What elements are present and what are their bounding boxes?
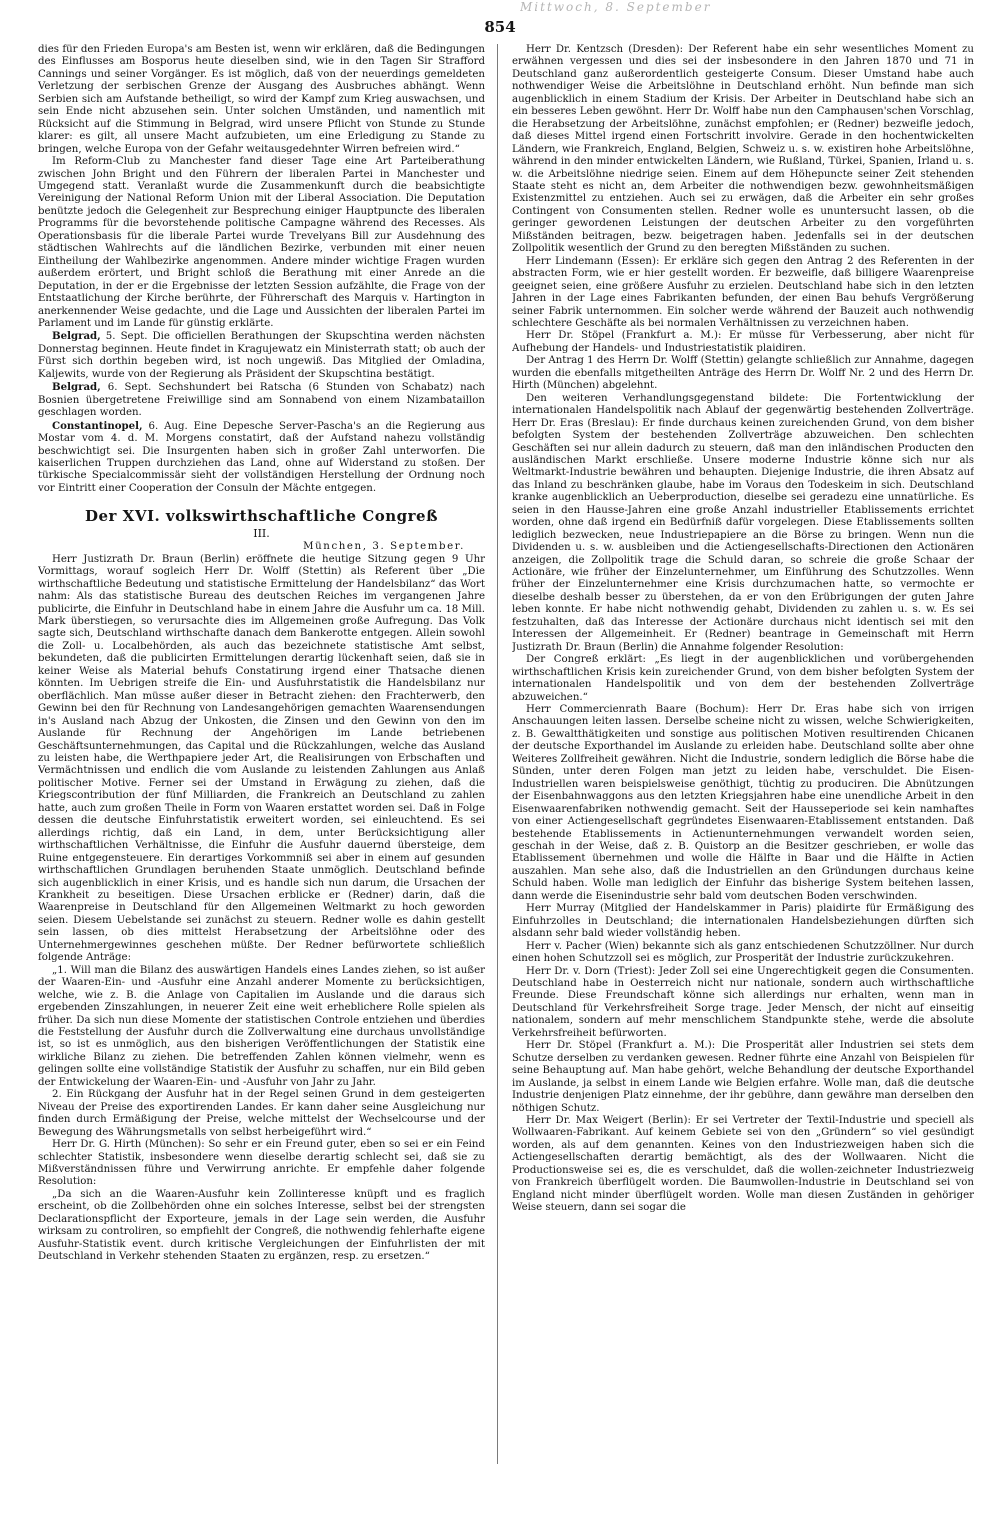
place-name: Constantinopel, <box>52 419 143 432</box>
news-text: 5. Sept. Die officiellen Berathungen der Skupschtina werden nächsten Donnerstag beginnen. Heute findet in Kragujewatz ein Ministerrath statt; ob auch der Fürst sich dorthin begeben wird, ist noch ungewiß. Das Mitglied der Omladina, Kaljewits, wurde von der Regierung als Präsident der Skupschtina bestätigt. <box>38 331 485 380</box>
place-name: Belgrad, <box>52 330 101 343</box>
place-name: Belgrad, <box>52 381 101 394</box>
speaker-paragraph: Herr Dr. Stöpel (Frankfurt a. M.): Er müsse für Verbesserung, aber nicht für Aufhebung der Handels- und Industriestatistik plaidiren. <box>512 330 974 354</box>
article-paragraph: Herr Dr. G. Hirth (München): So sehr er ein Freund guter, eben so sei er ein Feind schlechter Statistik, insbesondere wenn dieselbe derartig schlecht sei, daß sie zu Mißverständnissen führe und Verwirrung anrichte. Er empfehle daher folgende Resolution: <box>38 1139 485 1188</box>
speaker-paragraph: Herr Dr. Kentzsch (Dresden): Der Referent habe ein sehr wesentliches Moment zu erwähnen vergessen und dies sei der insbesondere in den Jahren 1870 und 71 in Deutschland ganz außerordentlich gesteigerte Consum. Dieser Umstand habe auch nothwendiger Weise die Arbeitslöhne in Deutschland erhöht. Nun befinde man sich augenblicklich in einem Stadium der Krisis. Der Arbeiter in Deutschland habe sich an ein besseres Leben gewöhnt. Herr Dr. Wolff habe nun den Camphausen'schen Vorschlag, die Herabsetzung der Arbeitslöhne, zunächst empfohlen; er (Redner) bezweifle jedoch, daß dieses Mittel irgend einen Fortschritt involvire. Gerade in den hochentwickelten Ländern, wie Frankreich, England, Belgien, Schweiz u. s. w. existiren hohe Arbeitslöhne, während in den minder entwickelten Ländern, wie Rußland, Türkei, Spanien, Irland u. s. w. die Arbeitslöhne niedrige seien. Einem auf dem Höhepuncte seiner Zeit stehenden Staate steht es nicht an, dem Arbeiter die nothwendigen bezw. gewohnheitsmäßigen Existenzmittel zu entziehen. Auch sei zu erwägen, daß die Arbeiter ein sehr großes Contingent von Consumenten stellen. Redner wolle es ununtersucht lassen, ob die geringer gewordenen Leistungen der deutschen Arbeiter zu den vorgeführten Mißständen beitragen, bezw. beigetragen haben. Jedenfalls sei in der deutschen Zollpolitik wesentlich der Grund zu den beregten Mißständen zu suchen. <box>512 44 974 255</box>
article-dateline: München, 3. September. <box>303 541 465 553</box>
news-text: 6. Aug. Eine Depesche Server-Pascha's an die Regierung aus Mostar vom 4. d. M. Morgens constatirt, daß der Aufstand nahezu vollständig beschwichtigt sei. Die Insurgenten haben sich in großer Zahl unterworfen. Die kaiserlichen Truppen durchziehen das Land, ohne auf Widerstand zu stoßen. Der türkische Specialcommissär sieht der vollständigen Herstellung der Ordnung noch vor Eintritt einer Cooperation der Consuln der Mächte entgegen. <box>38 420 485 494</box>
news-text: 6. Sept. Sechshundert bei Ratscha (6 Stunden von Schabatz) nach Bosnien übergetretene Freiwillige sind am Sonnabend von einem Nizambataillon geschlagen worden. <box>38 382 485 419</box>
page-number: 854 <box>484 18 516 36</box>
article-part-number: III. <box>253 527 270 541</box>
article-paragraph: Den weiteren Verhandlungsgegenstand bildete: Die Fortentwicklung der internationalen Handelspolitik nach Ablauf der gegenwärtig bestehenden Zollverträge. Herr Dr. Eras (Breslau): Er finde durchaus keinen zureichenden Grund, von dem bisher befolgten System der bestehenden Zollverträge abzuweichen. Den schlechten Geschäften sei nur allein dadurch zu steuern, daß man den inländischen Producten den ausländischen Markt erschließe. Unsere moderne Industrie könne sich nur als Weltmarkt-Industrie bewähren und behaupten. Diejenige Industrie, die ihren Absatz auf das Inland zu beschränken glaube, habe im Voraus den Todeskeim in sich. Deutschland kranke augenblicklich an Ueberproduction, dieselbe sei geradezu eine unnatürliche. Es seien in den Hausse-Jahren eine große Anzahl industrieller Etablissements errichtet worden, ohne daß irgend ein Bedürfniß dafür vorgelegen. Diese Etablissements sollten lediglich bezwecken, neue Industriepapiere an die Börse zu bringen. Wenn nun die Dividenden u. s. w. ausbleiben und die Actiengesellschafts-Directionen den Actionären anzeigen, die Zollpolitik trage die Schuld daran, so schreie die große Schaar der Actionäre, wie früher der Einzelunternehmer, um Einführung des Schutzzolles. Wenn früher der Einzelunternehmer eine Krisis durchzumachen hatte, so vermochte er dieselbe deshalb besser zu überstehen, da er von den Erübrigungen der guten Jahre leben konnte. Er habe nicht nothwendig gehabt, Dividenden zu zahlen u. s. w. Es sei festzuhalten, daß das Interesse der Actionäre durchaus nicht identisch sei mit den Interessen der Allgemeinheit. Er (Redner) beantrage in Gemeinschaft mit Herrn Justizrath Dr. Braun (Berlin) die Annahme folgender Resolution: <box>512 392 974 653</box>
article-headline: Der XVI. volkswirthschaftliche Congreß <box>85 507 438 526</box>
resolution-text: „Da sich an die Waaren-Ausfuhr kein Zollinteresse knüpft und es fraglich erscheint, ob die Zollbehörden ohne ein solches Interesse, selbst bei der strengsten Declarationspflicht der Exporteure, jemals in der Lage sein werden, die Ausfuhr wirksam zu controliren, so empfiehlt der Congreß, die nothwendig fehlerhafte eigene Ausfuhr-Statistik event. durch kritische Vergleichungen der Einfuhrlisten der mit Deutschland in Verkehr stehenden Staaten zu ergänzen, resp. zu ersetzen.“ <box>38 1188 485 1263</box>
speaker-paragraph: Herr Commercienrath Baare (Bochum): Herr Dr. Eras habe sich von irrigen Anschauungen leiten lassen. Derselbe scheine nicht zu wissen, welche Schwierigkeiten, z. B. Gewaltthätigkeiten und sonstige aus politischen Motiven resultirenden Chicanen der deutsche Exporthandel im Auslande zu erleiden habe. Deutschland sollte aber ohne Weiteres Zollfreiheit gewähren. Nicht die Industrie, sondern lediglich die Börse habe die Sünden, unter deren Folgen man jetzt zu leiden habe, verschuldet. Die Eisen-Industriellen waren beispielsweise genöthigt, tüchtig zu produciren. Die Abnützungen der Eisenbahnwaggons aus den letzten Kriegsjahren habe eine unendliche Arbeit in den Eisenwaarenfabriken nothwendig gemacht. Seit der Hausseperiode sei kein namhaftes von einer Actiengesellschaft gegründetes Eisenwaaren-Etablissement entstanden. Daß bestehende Etablissements in Actienunternehmungen verwandelt worden seien, geschah in der Weise, daß z. B. Quistorp an die Besitzer geschrieben, er wolle das Etablissement übernehmen und wolle die Hälfte in Baar und die Hälfte in Actien auszahlen. Man sehe also, daß die Industriellen an den Gründungen durchaus keine Schuld haben. Wolle man lediglich der Einfuhr das bisherige System beitehen lassen, dann werde die Eisenindustrie sehr bald vom deutschen Boden verschwinden. <box>512 704 974 902</box>
column-divider <box>497 44 498 1464</box>
speaker-paragraph: Herr Dr. v. Dorn (Triest): Jeder Zoll sei eine Ungerechtigkeit gegen die Consumenten. Deutschland habe in Oesterreich nicht nur nationale, sondern auch wirthschaftliche Freunde. Diese Freundschaft könne sich allerdings nur erhalten, wenn man in Deutschland für Verkehrsfreiheit Sorge trage. Jeder Mensch, der nicht auf einseitig nationalem, sondern auf mehr menschlichem Standpunkte stehe, werde die absolute Verkehrsfreiheit befürworten. <box>512 965 974 1039</box>
article-paragraph: Der Antrag 1 des Herrn Dr. Wolff (Stettin) gelangte schließlich zur Annahme, dagegen wurden die ebenfalls mitgetheilten Anträge des Herrn Dr. Wolff Nr. 2 und des Herrn Dr. Hirth (München) abgelehnt. <box>512 355 974 392</box>
speaker-paragraph: Herr v. Pacher (Wien) bekannte sich als ganz entschiedenen Schutzzöllner. Nur durch einen hohen Schutzzoll sei es möglich, zur Prosperität der Industrie zurückzukehren. <box>512 940 974 965</box>
left-column <box>38 44 485 1502</box>
speaker-paragraph: Herr Dr. Max Weigert (Berlin): Er sei Vertreter der Textil-Industrie und speciell als Wollwaaren-Fabrikant. Auf keinem Gebiete sei von den „Gründern“ so viel gesündigt worden, als auf dem genannten. Keines von den Industriezweigen haben sich die Actiengesellschaften derartig bemächtigt, als des der Wollwaaren. Nicht die Productionsweise sei es, die es verschuldet, daß die wollen-zeichneter Industriezweig von Frankreich überflügelt worden. Die Baumwollen-Industrie in Deutschland sei von England nicht minder überflügelt worden. Wolle man diesen Zuständen in gehöriger Weise steuern, dann sei sogar die <box>512 1114 974 1214</box>
speaker-paragraph: Herr Lindemann (Essen): Er erkläre sich gegen den Antrag 2 des Referenten in der abstracten Form, wie er hier gestellt worden. Er bezweifle, daß billigere Waarenpreise geeignet seien, eine größere Ausfuhr zu erzielen. Deutschland habe sich in den letzten Jahren in der Lage eines Fabrikanten befunden, der einen Bau behufs Vergrößerung seiner Fabrik unternommen. Ein solcher werde während der Bauzeit auch nothwendig schlechtere Geschäfte als bei normalen Verhältnissen zu verzeichnen haben. <box>512 255 974 329</box>
article-paragraph: dies für den Frieden Europa's am Besten ist, wenn wir erklären, daß die Bedingungen des Einflusses am Bosporus heute dieselben sind, wie in den Tagen Sir Strafford Cannings und seiner Vorgänger. Es ist möglich, daß von der neuerdings gemeldeten Verletzung der serbischen Grenze der Ausgang des Ausbruches abhängt. Wenn Serbien sich am Aufstande betheiligt, so wird der Kampf zum Krieg auswachsen, und sein Ende nicht abzusehen sein. Unter solchen Umständen, und namentlich mit Rücksicht auf die Stimmung in Belgrad, wird unsere Pflicht von Stunde zu Stunde klarer: es gilt, all unsere Macht aufzubieten, um eine Erledigung zu Stande zu bringen, welche Europa von der Gefahr weitausgedehnter Wirren befreien wird.“ <box>38 44 485 155</box>
article-paragraph: Herr Justizrath Dr. Braun (Berlin) eröffnete die heutige Sitzung gegen 9 Uhr Vormittags, worauf sogleich Herr Dr. Wolff (Stettin) als Referent über „Die wirthschaftliche Bedeutung und statistische Ermittelung der Handelsbilanz“ das Wort nahm: Als das statistische Bureau des deutschen Reiches im vergangenen Jahre publicirte, die Einfuhr in Deutschland habe in einem Jahre die Ausfuhr um ca. 18 Mill. Mark überstiegen, so verursachte dies im Allgemeinen große Aufregung. Das Volk sagte sich, Deutschland wirthschafte danach dem Bankerotte entgegen. Allein sowohl die Zoll- u. Localbehörden, als auch das bezeichnete statistische Amt selbst, bekundeten, daß die publicirten Ermittelungen derartig lückenhaft seien, daß sie in keiner Weise als Material behufs Constatirung irgend einer Thatsache dienen könnten. Im Uebrigen streife die Ein- und Ausfuhrstatistik die Handelsbilanz nur oberflächlich. Man müsse außer dieser in Betracht ziehen: den Frachterwerb, den Gewinn bei den für Rechnung von Landesangehörigen gemachten Waarensendungen in's Ausland nach Abzug der Unkosten, die Zinsen und den Gewinn von den im Auslande für Rechnung der Angehörigen im Lande betriebenen Geschäftsunternehmungen, das Capital und die Rückzahlungen, welche das Ausland zu leisten habe, die Werthpapiere jeder Art, die Realisirungen von Erbschaften und Vermächtnissen und endlich die vom Auslande zu leistenden Zahlungen aus Anlaß politischer Motive. Ferner sei der Umstand in Erwägung zu ziehen, daß die Kriegscontribution der fünf Milliarden, die Frankreich an Deutschland zu zahlen hatte, auch zum großen Theile in Form von Waaren erstattet worden sei. Daß in Folge dessen die deutsche Einfuhrstatistik erweitert worden, sei einleuchtend. Es sei allerdings richtig, daß ein Land, in dem, unter Berücksichtigung aller wirthschaftlichen Verhältnisse, die Einfuhr die Ausfuhr dauernd übersteige, dem Ruine entgegensteuere. Ein derartiges Vorkommniß sei aber in einem auf gesunden wirthschaftlichen Grundlagen beruhenden Staate unmöglich. Deutschland befinde sich augenblicklich in einer Krisis, und es handle sich nun darum, die Ursachen der Krankheit zu beseitigen. Diese Ursachen erblicke er (Redner) darin, daß die Waarenpreise in Deutschland für den Allgemeinen Weltmarkt zu hoch geworden seien. Diesem Uebelstande sei zunächst zu steuern. Redner wolle es dahin gestellt sein lassen, ob dies mittelst Herabsetzung der Arbeitslöhne oder des Unternehmergewinnes geschehen müßte. Der Redner befürwortete schließlich folgende Anträge: <box>38 553 485 964</box>
article-paragraph: Im Reform-Club zu Manchester fand dieser Tage eine Art Parteiberathung zwischen John Bright und den Führern der liberalen Partei in Manchester und Umgegend statt. Veranlaßt wurde die Zusammenkunft durch die beabsichtigte Vereinigung der National Reform Union mit der Liberal Association. Die Deputation benützte jedoch die Gelegenheit zur Besprechung einiger Hauptpuncte des liberalen Programms für die bevorstehende politische Campagne während des Recesses. Als Operationsbasis für die liberale Partei wurde Trevelyans Bill zur Ausdehnung des städtischen Wahlrechts auf die ländlichen Bezirke, verbunden mit einer neuen Eintheilung der Wahlbezirke angenommen. Andere minder wichtige Fragen wurden außerdem erörtert, und Bright schloß die Berathung mit einer Anrede an die Deputation, in der er die Ergebnisse der letzten Session aufzählte, die Frage von der Entstaatlichung der Kirche berührte, der Führerschaft des Marquis v. Hartington in anerkennender Weise gedachte, und die Lage und Aussichten der liberalen Partei im Parlament und im Lande für günstig erklärte. <box>38 156 485 329</box>
motion-text: 2. Ein Rückgang der Ausfuhr hat in der Regel seinen Grund in dem gesteigerten Niveau der Preise des exportirenden Landes. Er kann daher seine Ausgleichung nur finden durch Ermäßigung der Preise, welche mittelst der Wechselcourse und der Bewegung des Währungsmetalls von selbst herbeigeführt wird.“ <box>38 1089 485 1138</box>
page-header-strip: Mittwoch, 8. September <box>520 0 712 14</box>
right-column <box>512 44 974 1502</box>
news-item-constantinopel <box>38 420 485 496</box>
motion-text: „1. Will man die Bilanz des auswärtigen Handels eines Landes ziehen, so ist außer der Waaren-Ein- und -Ausfuhr eine Anzahl anderer Momente zu berücksichtigen, welche, wie z. B. die Anlage von Capitalien im Auslande und die daraus sich ergebenden Zinszahlungen, in neuerer Zeit eine weit erheblichere Rolle spielen als früher. Da sich nun diese Momente der statistischen Controle entziehen und überdies die Feststellung der Ausfuhr durch die Zollverwaltung eine durchaus unvollständige ist, so ist es unmöglich, aus den bisherigen Veröffentlichungen der Statistik eine wirkliche Bilanz zu ziehen. Die betreffenden Zahlen können vielmehr, wenn es gelingen sollte eine vollständige Statistik der Ausfuhr zu schaffen, nur ein Bild geben der Entwickelung der Waaren-Ein- und -Ausfuhr von Jahr zu Jahr. <box>38 964 485 1088</box>
news-item-belgrad-2 <box>38 381 485 419</box>
speaker-paragraph: Herr Murray (Mitglied der Handelskammer in Paris) plaidirte für Ermäßigung des Einfuhrzolles in Deutschland; die internationalen Handelsbeziehungen dürften sich alsdann sehr bald wieder vollständig heben. <box>512 903 974 940</box>
speaker-paragraph: Herr Dr. Stöpel (Frankfurt a. M.): Die Prosperität aller Industrien sei stets dem Schutze derselben zu verdanken gewesen. Redner führte eine Anzahl von Beispielen für seine Behauptung auf. Man habe gehört, welche Behandlung der deutsche Exporthandel im Auslande, ja selbst in einem Lande wie Belgien erfahre. Wolle man, daß die deutsche Industrie denjenigen Platz einnehme, der ihr gebühre, dann gewähre man derselben den nöthigen Schutz. <box>512 1040 974 1114</box>
resolution-text: Der Congreß erklärt: „Es liegt in der augenblicklichen und vorübergehenden wirthschaftlichen Krisis kein zureichender Grund, von dem bisher befolgten System der internationalen Handelspolitik und von dem der bestehenden Zollverträge abzuweichen.“ <box>512 654 974 703</box>
news-item-belgrad-1 <box>38 330 485 381</box>
